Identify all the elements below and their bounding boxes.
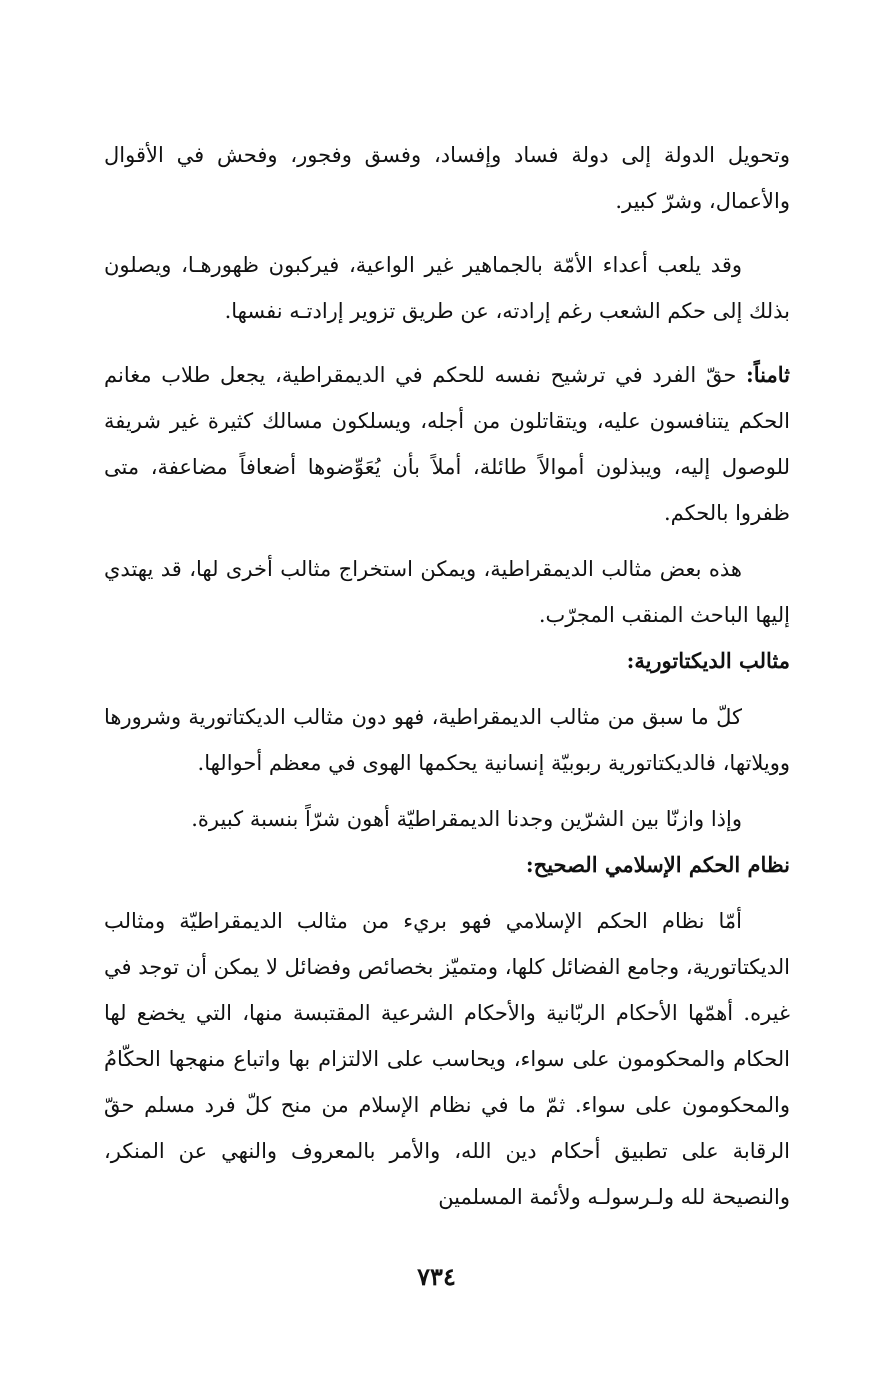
section-heading-dictatorship: مثالب الديكتاتورية: (626, 648, 790, 673)
paragraph-3 (104, 352, 790, 536)
paragraph-2: وقد يلعب أعداء الأمّة بالجماهير غير الواعية، فيركبون ظهورهـا، ويصلون بذلك إلى حكم الشعب رغم إرادته، عن طريق تزوير إرادتـه نفسها. (104, 253, 790, 323)
paragraph-3-lead: ثامناً: (746, 362, 790, 387)
paragraph-6: وإذا وازنّا بين الشرّين وجدنا الديمقراطيّة أهون شرّاً بنسبة كبيرة. (191, 807, 742, 831)
paragraph-3-body: حقّ الفرد في ترشيح نفسه للحكم في الديمقراطية، يجعل طلاب مغانم الحكم يتنافسون عليه، ويتقاتلون من أجله، ويسلكون مسالك كثيرة غير شريفة للوصول إليه، ويبذلون أموالاً طائلة، أملاً بأن يُعَوِّضوها أضعافاً مضاعفة، متى ظفروا بالحكم. (104, 363, 790, 525)
paragraph-1: وتحويل الدولة إلى دولة فساد وإفساد، وفسق وفجور، وفحش في الأقوال والأعمال، وشرّ كبير. (104, 143, 790, 213)
page-number: ٧٣٤ (417, 1262, 456, 1291)
section-heading-islamic-rule: نظام الحكم الإسلامي الصحيح: (525, 852, 790, 877)
paragraph-4: هذه بعض مثالب الديمقراطية، ويمكن استخراج مثالب أخرى لها، قد يهتدي إليها الباحث المنقب المجرّب. (104, 557, 790, 627)
page-body (104, 132, 790, 1220)
paragraph-5: كلّ ما سبق من مثالب الديمقراطية، فهو دون مثالب الديكتاتورية وشرورها وويلاتها، فالديكتاتورية ربوبيّة إنسانية يحكمها الهوى في معظم أحوالها. (104, 705, 790, 775)
paragraph-7: أمّا نظام الحكم الإسلامي فهو بريء من مثالب الديمقراطيّة ومثالب الديكتاتورية، وجامع الفضائل كلها، ومتميّز بخصائص وفضائل لا يمكن أن توجد في غيره. أهمّها الأحكام الربّانية والأحكام الشرعية المقتبسة منها، التي يخضع لها الحكام والمحكومون على سواء، ويحاسب على الالتزام بها واتباع منهجها الحكّامُ والمحكومون على سواء. ثمّ ما في نظام الإسلام من منح كلّ فرد مسلم حقّ الرقابة على تطبيق أحكام دين الله، والأمر بالمعروف والنهي عن المنكر، والنصيحة لله ولـرسولـه ولأئمة المسلمين (104, 909, 790, 1209)
